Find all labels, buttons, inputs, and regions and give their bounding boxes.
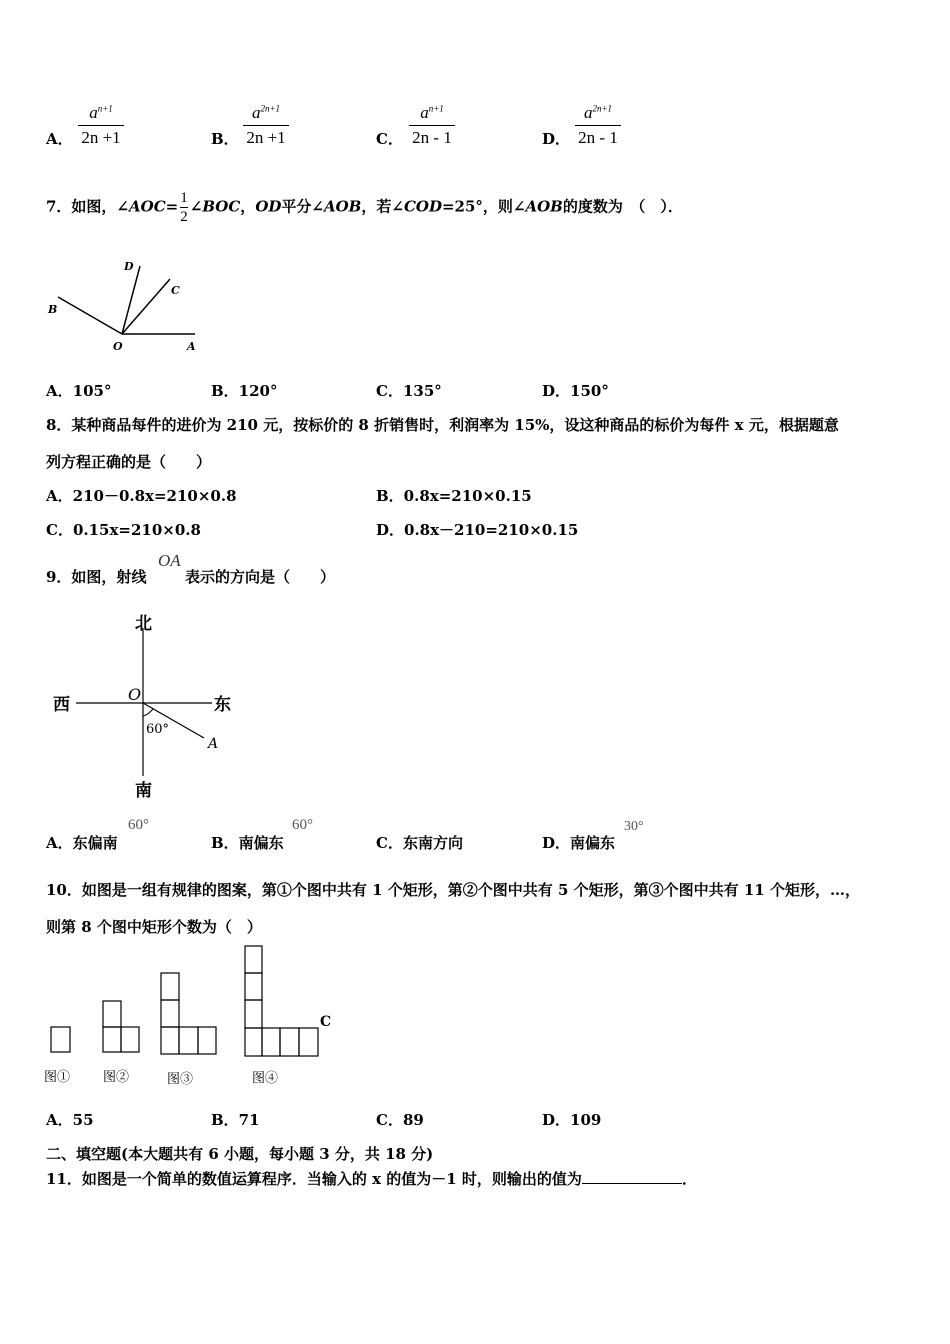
fig4-rect-6 — [280, 1028, 299, 1056]
q6-option-d-fraction — [575, 103, 621, 148]
fig2-rect-bottom-right — [121, 1027, 139, 1052]
q10-stem-line2: 则第 8 个图中矩形个数为（ ） — [46, 918, 262, 936]
q6-option-a-fraction — [78, 103, 124, 148]
q8-stem-line1: 8．某种商品每件的进价为 210 元，按标价的 8 折销售时，利润率为 15%，设这种商品的标价为每件 x 元，根据题意 — [46, 416, 839, 434]
q6-a-exp: n+1 — [97, 103, 113, 114]
q7-aoc: AOC — [129, 197, 166, 216]
angle-arc — [143, 709, 153, 716]
fig4-rect-4 — [245, 1028, 262, 1056]
label-o: O — [128, 685, 142, 704]
fig1-rect — [51, 1027, 70, 1052]
q6-c-exp: n+1 — [428, 103, 444, 114]
q10-option-c: C．89 — [376, 1111, 424, 1129]
q9-ray-oa: OA — [158, 551, 181, 570]
fig4-rect-7 — [299, 1028, 318, 1056]
fig2-rect-top — [103, 1001, 121, 1027]
q7-od: OD — [255, 197, 282, 216]
q6-c-den: 2n - 1 — [412, 128, 452, 147]
q6-option-d-label: D． — [542, 130, 571, 148]
q7-option-a: A．105° — [46, 382, 112, 400]
q9-option-b: B．南偏东 — [211, 834, 284, 852]
q6-option-b-fraction — [243, 103, 289, 148]
label-d: D — [124, 260, 134, 273]
label-west: 西 — [53, 695, 70, 715]
q7-half-fraction — [180, 190, 188, 225]
label-b: B — [48, 303, 58, 316]
q7-angle-sym: ∠ — [189, 197, 203, 216]
q8-stem-line2: 列方程正确的是（ ） — [46, 453, 212, 471]
q7-mid2: ，若∠ — [361, 197, 404, 216]
q11-text: 11．如图是一个简单的数值运算程序．当输入的 x 的值为－1 时，则输出的值为 — [46, 1170, 582, 1188]
q10-option-b: B．71 — [211, 1111, 260, 1129]
q7-option-c: C．135° — [376, 382, 442, 400]
fig4-rect-2 — [245, 973, 262, 1000]
q6-d-den: 2n - 1 — [578, 128, 618, 147]
q6-option-c-label: C． — [376, 130, 403, 148]
label-c: C — [171, 284, 180, 297]
q10-stem-line1: 10．如图是一组有规律的图案，第①个图中共有 1 个矩形，第②个图中共有 5 个矩形，第③个图中共有 11 个矩形，…， — [46, 881, 860, 899]
q7-comma: ， — [240, 197, 256, 216]
q9-option-a-angle: 60° — [128, 817, 149, 833]
label-east: 东 — [214, 695, 231, 715]
q10-pattern-figure — [40, 940, 340, 1090]
q9-option-d-angle: 30° — [624, 819, 644, 834]
q7-option-b: B．120° — [211, 382, 278, 400]
q7-prefix: 7．如图，∠ — [46, 197, 130, 216]
q7-eq: = — [165, 197, 179, 216]
q7-boc: BOC — [202, 197, 241, 216]
q7-mid1: 平分∠ — [281, 197, 324, 216]
q6-b-exp: 2n+1 — [260, 103, 281, 114]
q7-option-d: D．150° — [542, 382, 609, 400]
q6-b-base: a — [251, 103, 261, 122]
q7-frac-num: 1 — [180, 190, 188, 206]
label-o: O — [113, 340, 123, 353]
label-c: C — [320, 1014, 332, 1030]
q11-end: ． — [681, 1170, 697, 1188]
q9-option-b-angle: 60° — [292, 817, 313, 833]
q6-d-base: a — [583, 103, 593, 122]
label-north: 北 — [135, 614, 152, 634]
q9-option-d: D．南偏东 — [542, 834, 616, 852]
caption-fig3: 图③ — [167, 1072, 194, 1087]
q6-option-a-label: A． — [46, 130, 73, 148]
q7-angle-figure — [40, 252, 210, 357]
fig4-rect-3 — [245, 1000, 262, 1028]
q8-option-c: C．0.15x=210×0.8 — [46, 521, 201, 539]
q6-option-b-label: B． — [211, 130, 239, 148]
q11-stem — [46, 1168, 697, 1189]
fig4-rect-1 — [245, 946, 262, 973]
label-60-degree: 60° — [146, 722, 170, 737]
label-a: A — [208, 736, 219, 752]
q10-option-a: A．55 — [46, 1111, 94, 1129]
caption-fig2: 图② — [103, 1070, 130, 1085]
q6-a-den: 2n +1 — [81, 128, 121, 147]
fig3-rect-1 — [161, 973, 179, 1000]
q11-answer-blank[interactable] — [582, 1183, 682, 1184]
label-a: A — [187, 340, 196, 353]
q7-frac-den: 2 — [180, 209, 188, 225]
fig3-rect-3 — [161, 1027, 179, 1054]
q9-compass-figure — [44, 608, 254, 804]
q7-aob: AOB — [323, 197, 362, 216]
q6-c-base: a — [420, 103, 429, 122]
section-heading: 二、填空题(本大题共有 6 小题，每小题 3 分，共 18 分) — [46, 1145, 434, 1163]
q9-prefix: 9．如图，射线 — [46, 568, 147, 586]
q7-aob2: AOB — [525, 197, 563, 216]
q9-suffix: 表示的方向是（ ） — [185, 568, 336, 586]
fig4-rect-5 — [262, 1028, 280, 1056]
q6-option-c-fraction — [409, 103, 455, 148]
q9-option-a: A．东偏南 — [46, 834, 118, 852]
fig3-rect-2 — [161, 1000, 179, 1027]
q7-suffix: 的度数为 （ ）． — [562, 197, 683, 216]
q8-option-d: D．0.8x－210=210×0.15 — [376, 521, 579, 539]
q9-stem — [46, 566, 146, 587]
caption-fig4: 图④ — [252, 1071, 279, 1086]
label-south: 南 — [135, 781, 152, 801]
q7-stem — [46, 190, 683, 225]
caption-fig1: 图① — [44, 1070, 71, 1085]
q10-option-d: D．109 — [542, 1111, 602, 1129]
q7-mid3: =25°，则∠ — [441, 197, 526, 216]
q8-option-b: B．0.8x=210×0.15 — [376, 487, 532, 505]
fig3-rect-4 — [179, 1027, 198, 1054]
q9-option-c: C．东南方向 — [376, 834, 463, 852]
q6-a-base: a — [89, 103, 98, 122]
fig3-rect-5 — [198, 1027, 216, 1054]
fig2-rect-bottom-left — [103, 1027, 121, 1052]
q8-option-a: A．210－0.8x=210×0.8 — [46, 487, 237, 505]
q6-b-den: 2n +1 — [246, 128, 286, 147]
ray-ob — [58, 297, 122, 334]
q7-cod: COD — [403, 197, 442, 216]
q6-d-exp: 2n+1 — [592, 103, 613, 114]
